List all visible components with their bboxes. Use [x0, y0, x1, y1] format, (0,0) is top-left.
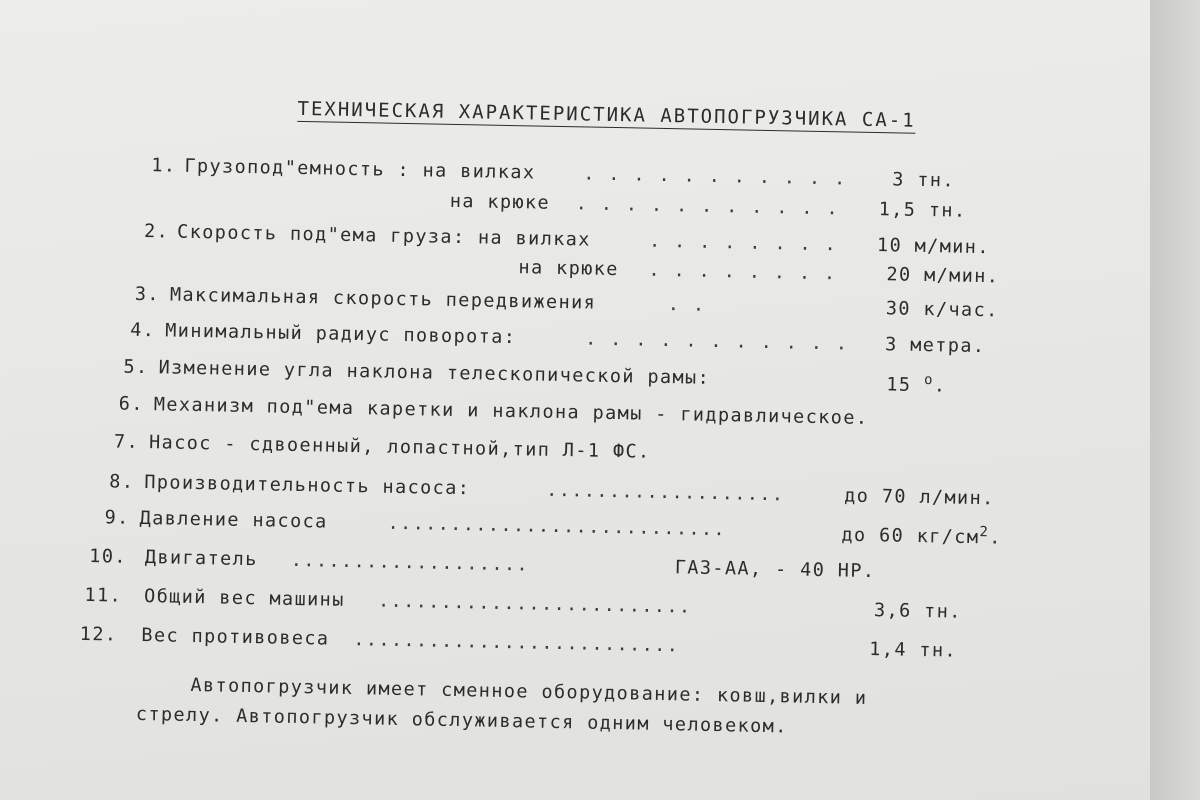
item-value: до 70 л/мин. — [844, 485, 995, 510]
item-value: до 60 $кг/см^2$. — [841, 524, 1002, 549]
item-value: 3 метра. — [884, 334, 986, 358]
item-value: 3 тн. — [892, 169, 956, 192]
item-number: 7. — [113, 431, 140, 453]
item-label: Производительность насоса: — [144, 472, 471, 500]
item-leader-dots: ................... — [546, 479, 785, 506]
item-value: 10 м/мин. — [876, 235, 991, 259]
item-leader-dots: .......................... — [353, 629, 680, 657]
item-number: 10. — [89, 545, 128, 568]
item-number: 3. — [134, 283, 161, 306]
item-label: Грузопод"емность : на вилках — [184, 155, 536, 184]
item-number: 12. — [79, 623, 118, 646]
item-value: 30 к/час. — [885, 298, 999, 322]
item-value: 1,5 тн. — [878, 199, 967, 222]
item-label: Изменение угла наклона телескопической рамы: — [158, 357, 711, 389]
item-number: 5. — [123, 356, 149, 379]
item-leader-dots: . . . . . . . . . . . — [584, 328, 849, 355]
item-leader-dots: ................... — [290, 549, 530, 576]
item-leader-dots: . . . . . . . . — [648, 259, 837, 285]
item-number: 1. — [151, 155, 177, 177]
item-number: 6. — [118, 393, 145, 416]
item-label: Общий вес машины — [143, 586, 345, 611]
item-label: Насос - сдвоенный, лопастной,тип Л-1 ФС. — [148, 432, 651, 463]
item-leader-dots: ......................... — [377, 590, 692, 618]
item-number: 9. — [104, 507, 130, 529]
item-number: 2. — [143, 220, 170, 243]
item-leader-dots: . . — [667, 294, 706, 316]
item-label: Вес противовеса — [141, 625, 330, 650]
item-label: Механизм под"ема каретки и наклона рамы - гидравлическое. — [153, 394, 869, 429]
item-value: 3,6 тн. — [873, 600, 962, 623]
note-line-1: Автопогрузчик имеет сменное оборудование: ковш,вилки и — [190, 674, 868, 709]
item-number: 4. — [129, 319, 156, 342]
item-label: на крюке — [518, 257, 620, 281]
item-leader-dots: ........................... — [387, 512, 727, 541]
item-leader-dots: . . . . . . . . . . . — [575, 193, 840, 220]
item-value: 15 $^о$. — [886, 371, 947, 397]
item-label: Скорость под"ема груза: на вилках — [176, 221, 592, 251]
item-label: на крюке — [449, 190, 551, 214]
item-label: Минимальный радиус поворота: — [165, 320, 517, 349]
item-value: 20 м/мин. — [886, 264, 1000, 288]
item-label: Максимальная скорость передвижения — [169, 284, 597, 314]
item-value: ГАЗ-АА, - 40 НР. — [674, 557, 876, 583]
document-title: ТЕХНИЧЕСКАЯ ХАРАКТЕРИСТИКА АВТОПОГРУЗЧИКА СА-1 — [297, 97, 916, 132]
item-number: 8. — [109, 471, 135, 493]
item-label: Двигатель — [144, 547, 258, 571]
item-number: 11. — [84, 584, 123, 607]
item-label: Давление насоса — [139, 507, 328, 533]
note-line-2: стрелу. Автопогрузчик обслуживается одним человеком. — [135, 703, 788, 738]
item-value: 1,4 тн. — [869, 638, 958, 662]
background-edge — [1150, 0, 1200, 800]
item-leader-dots: . . . . . . . . — [648, 230, 838, 256]
item-leader-dots: . . . . . . . . . . . — [583, 163, 847, 190]
